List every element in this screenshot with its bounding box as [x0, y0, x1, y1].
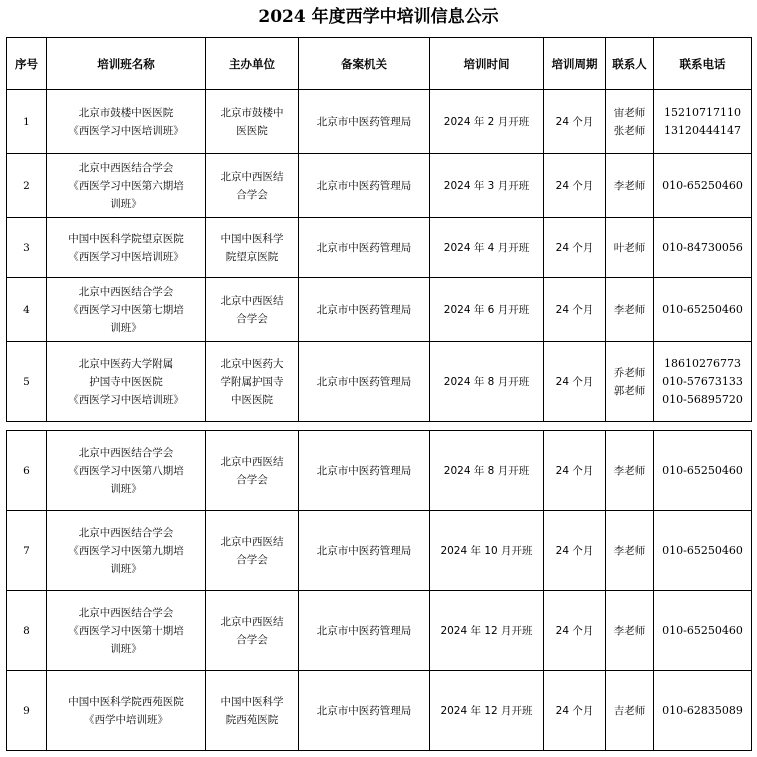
- cell-phone-line: 010-56895720: [662, 392, 743, 406]
- cell-agency: [299, 511, 430, 591]
- cell-contact-line: 张老师: [613, 124, 646, 137]
- cell-period: 24 个月: [544, 154, 606, 218]
- cell-training-name-line: 北京中医药大学附属: [78, 357, 174, 370]
- cell-contact-line: 吉老师: [613, 704, 646, 717]
- cell-contact: [606, 431, 654, 511]
- cell-training-name: [47, 511, 206, 591]
- cell-training-name-line: 《西医学习中医培训班》: [68, 124, 184, 137]
- header-contact: 联系人: [606, 38, 654, 90]
- cell-contact: [606, 342, 654, 422]
- cell-training-name-line: 训班》: [110, 482, 142, 495]
- cell-training-name: [47, 671, 206, 751]
- cell-training-name-line: 《西医学习中医第十期培: [68, 624, 184, 637]
- cell-phone-line: 18610276773: [664, 356, 741, 370]
- header-host: 主办单位: [206, 38, 299, 90]
- table-row: [7, 671, 752, 751]
- cell-training-name-line: 《西医学习中医第七期培: [68, 303, 184, 316]
- cell-phone-line: 010-65250460: [662, 623, 743, 637]
- training-table-part-2: [6, 430, 752, 751]
- cell-host: [206, 511, 299, 591]
- cell-agency-line: 北京市中医药管理局: [316, 179, 412, 192]
- cell-host: [206, 278, 299, 342]
- cell-period: 24 个月: [544, 342, 606, 422]
- cell-time: 2024 年 3 月开班: [430, 154, 544, 218]
- cell-host-line: 合学会: [236, 553, 268, 566]
- cell-agency-line: 北京市中医药管理局: [316, 241, 412, 254]
- table-header-row: [7, 38, 752, 90]
- cell-training-name-line: 训班》: [110, 562, 142, 575]
- cell-period: 24 个月: [544, 218, 606, 278]
- cell-index: 7: [7, 511, 47, 591]
- cell-host: [206, 671, 299, 751]
- cell-phone-line: 010-65250460: [662, 302, 743, 316]
- cell-contact-line: 李老师: [613, 464, 646, 477]
- cell-host-line: 中医医院: [231, 393, 273, 406]
- cell-training-name-line: 《西医学习中医第六期培: [68, 179, 184, 192]
- cell-phone-line: 010-65250460: [662, 543, 743, 557]
- cell-contact-line: 宙老师: [613, 106, 646, 119]
- cell-agency-line: 北京市中医药管理局: [316, 464, 412, 477]
- cell-host-line: 院西苑医院: [225, 713, 279, 726]
- cell-phone-line: 15210717110: [664, 105, 741, 119]
- cell-contact: [606, 511, 654, 591]
- cell-host-line: 北京中西医结: [220, 535, 284, 548]
- header-time: 培训时间: [430, 38, 544, 90]
- cell-training-name: [47, 154, 206, 218]
- cell-time: 2024 年 2 月开班: [430, 90, 544, 154]
- cell-time: 2024 年 10 月开班: [430, 511, 544, 591]
- cell-phone: [654, 218, 752, 278]
- cell-contact: [606, 278, 654, 342]
- cell-phone-line: 010-84730056: [662, 240, 743, 254]
- cell-training-name-line: 北京中西医结合学会: [78, 526, 174, 539]
- cell-index: 2: [7, 154, 47, 218]
- cell-training-name: [47, 90, 206, 154]
- cell-host: [206, 218, 299, 278]
- cell-host-line: 中国中医科学: [220, 695, 284, 708]
- cell-index: 4: [7, 278, 47, 342]
- cell-contact: [606, 591, 654, 671]
- cell-host-line: 合学会: [236, 312, 268, 325]
- cell-host-line: 北京市鼓楼中: [220, 106, 284, 119]
- cell-index: 6: [7, 431, 47, 511]
- cell-training-name-line: 护国寺中医医院: [89, 375, 163, 388]
- table-row: [7, 591, 752, 671]
- cell-time: 2024 年 8 月开班: [430, 431, 544, 511]
- cell-period: 24 个月: [544, 671, 606, 751]
- cell-period: 24 个月: [544, 431, 606, 511]
- table-row: [7, 511, 752, 591]
- cell-agency: [299, 591, 430, 671]
- cell-host: [206, 90, 299, 154]
- cell-index: 5: [7, 342, 47, 422]
- cell-training-name-line: 训班》: [110, 321, 142, 334]
- table-row: [7, 431, 752, 511]
- cell-host-line: 北京中西医结: [220, 615, 284, 628]
- header-agency: 备案机关: [299, 38, 430, 90]
- cell-training-name-line: 《西医学习中医培训班》: [68, 250, 184, 263]
- cell-agency: [299, 154, 430, 218]
- cell-host-line: 北京中医药大: [220, 357, 284, 370]
- cell-training-name: [47, 278, 206, 342]
- cell-index: 8: [7, 591, 47, 671]
- cell-host-line: 北京中西医结: [220, 170, 284, 183]
- cell-training-name-line: 中国中医科学院西苑医院: [68, 695, 184, 708]
- cell-phone-line: 13120444147: [664, 123, 741, 137]
- cell-phone: [654, 671, 752, 751]
- cell-training-name-line: 《西医学习中医第八期培: [68, 464, 184, 477]
- cell-period: 24 个月: [544, 591, 606, 671]
- cell-contact: [606, 90, 654, 154]
- cell-period: 24 个月: [544, 511, 606, 591]
- cell-contact: [606, 671, 654, 751]
- cell-host-line: 合学会: [236, 633, 268, 646]
- table-row: [7, 342, 752, 422]
- cell-training-name: [47, 591, 206, 671]
- cell-time: 2024 年 6 月开班: [430, 278, 544, 342]
- cell-agency-line: 北京市中医药管理局: [316, 303, 412, 316]
- cell-training-name-line: 北京中西医结合学会: [78, 285, 174, 298]
- table-row: [7, 278, 752, 342]
- cell-host-line: 北京中西医结: [220, 294, 284, 307]
- table-row: [7, 90, 752, 154]
- cell-contact-line: 李老师: [613, 624, 646, 637]
- header-name: 培训班名称: [47, 38, 206, 90]
- header-period: 培训周期: [544, 38, 606, 90]
- cell-training-name-line: 训班》: [110, 197, 142, 210]
- cell-host: [206, 342, 299, 422]
- training-table-part-1: [6, 37, 752, 422]
- cell-phone: [654, 431, 752, 511]
- cell-time: 2024 年 8 月开班: [430, 342, 544, 422]
- cell-training-name: [47, 218, 206, 278]
- header-phone: 联系电话: [654, 38, 752, 90]
- cell-training-name-line: 北京中西医结合学会: [78, 446, 174, 459]
- cell-contact-line: 郭老师: [613, 384, 646, 397]
- cell-phone-line: 010-57673133: [662, 374, 743, 388]
- cell-contact-line: 叶老师: [613, 241, 646, 254]
- cell-training-name-line: 训班》: [110, 642, 142, 655]
- cell-agency: [299, 431, 430, 511]
- cell-training-name-line: 《西医学习中医培训班》: [68, 393, 184, 406]
- header-index: 序号: [7, 38, 47, 90]
- cell-training-name: [47, 342, 206, 422]
- cell-host-line: 院望京医院: [225, 250, 279, 263]
- cell-time: 2024 年 12 月开班: [430, 591, 544, 671]
- cell-agency-line: 北京市中医药管理局: [316, 624, 412, 637]
- cell-contact-line: 乔老师: [613, 366, 646, 379]
- cell-phone: [654, 342, 752, 422]
- table-row: [7, 154, 752, 218]
- cell-agency: [299, 278, 430, 342]
- cell-host-line: 学附属护国寺: [220, 375, 284, 388]
- cell-training-name-line: 北京中西医结合学会: [78, 606, 174, 619]
- cell-host-line: 北京中西医结: [220, 455, 284, 468]
- cell-agency: [299, 342, 430, 422]
- cell-agency: [299, 90, 430, 154]
- cell-host-line: 中国中医科学: [220, 232, 284, 245]
- table-row: [7, 218, 752, 278]
- cell-training-name-line: 《西学中培训班》: [84, 713, 168, 726]
- cell-agency-line: 北京市中医药管理局: [316, 704, 412, 717]
- cell-contact: [606, 218, 654, 278]
- cell-phone-line: 010-62835089: [662, 703, 743, 717]
- cell-host-line: 医医院: [236, 124, 268, 137]
- cell-period: 24 个月: [544, 278, 606, 342]
- cell-phone-line: 010-65250460: [662, 178, 743, 192]
- cell-training-name-line: 中国中医科学院望京医院: [68, 232, 184, 245]
- cell-host: [206, 431, 299, 511]
- cell-agency-line: 北京市中医药管理局: [316, 375, 412, 388]
- cell-host: [206, 154, 299, 218]
- cell-training-name: [47, 431, 206, 511]
- cell-training-name-line: 北京市鼓楼中医医院: [78, 106, 174, 119]
- cell-training-name-line: 北京中西医结合学会: [78, 161, 174, 174]
- cell-host-line: 合学会: [236, 473, 268, 486]
- cell-agency: [299, 671, 430, 751]
- cell-contact-line: 李老师: [613, 179, 646, 192]
- cell-period: 24 个月: [544, 90, 606, 154]
- cell-time: 2024 年 12 月开班: [430, 671, 544, 751]
- cell-phone: [654, 154, 752, 218]
- cell-contact-line: 李老师: [613, 544, 646, 557]
- cell-index: 3: [7, 218, 47, 278]
- page-title: 2024 年度西学中培训信息公示: [258, 7, 499, 27]
- cell-agency-line: 北京市中医药管理局: [316, 115, 412, 128]
- cell-index: 1: [7, 90, 47, 154]
- cell-contact: [606, 154, 654, 218]
- cell-phone: [654, 591, 752, 671]
- cell-contact-line: 李老师: [613, 303, 646, 316]
- cell-host-line: 合学会: [236, 188, 268, 201]
- cell-agency-line: 北京市中医药管理局: [316, 544, 412, 557]
- cell-time: 2024 年 4 月开班: [430, 218, 544, 278]
- cell-phone: [654, 511, 752, 591]
- cell-phone-line: 010-65250460: [662, 463, 743, 477]
- cell-phone: [654, 90, 752, 154]
- cell-agency: [299, 218, 430, 278]
- cell-index: 9: [7, 671, 47, 751]
- cell-training-name-line: 《西医学习中医第九期培: [68, 544, 184, 557]
- cell-phone: [654, 278, 752, 342]
- cell-host: [206, 591, 299, 671]
